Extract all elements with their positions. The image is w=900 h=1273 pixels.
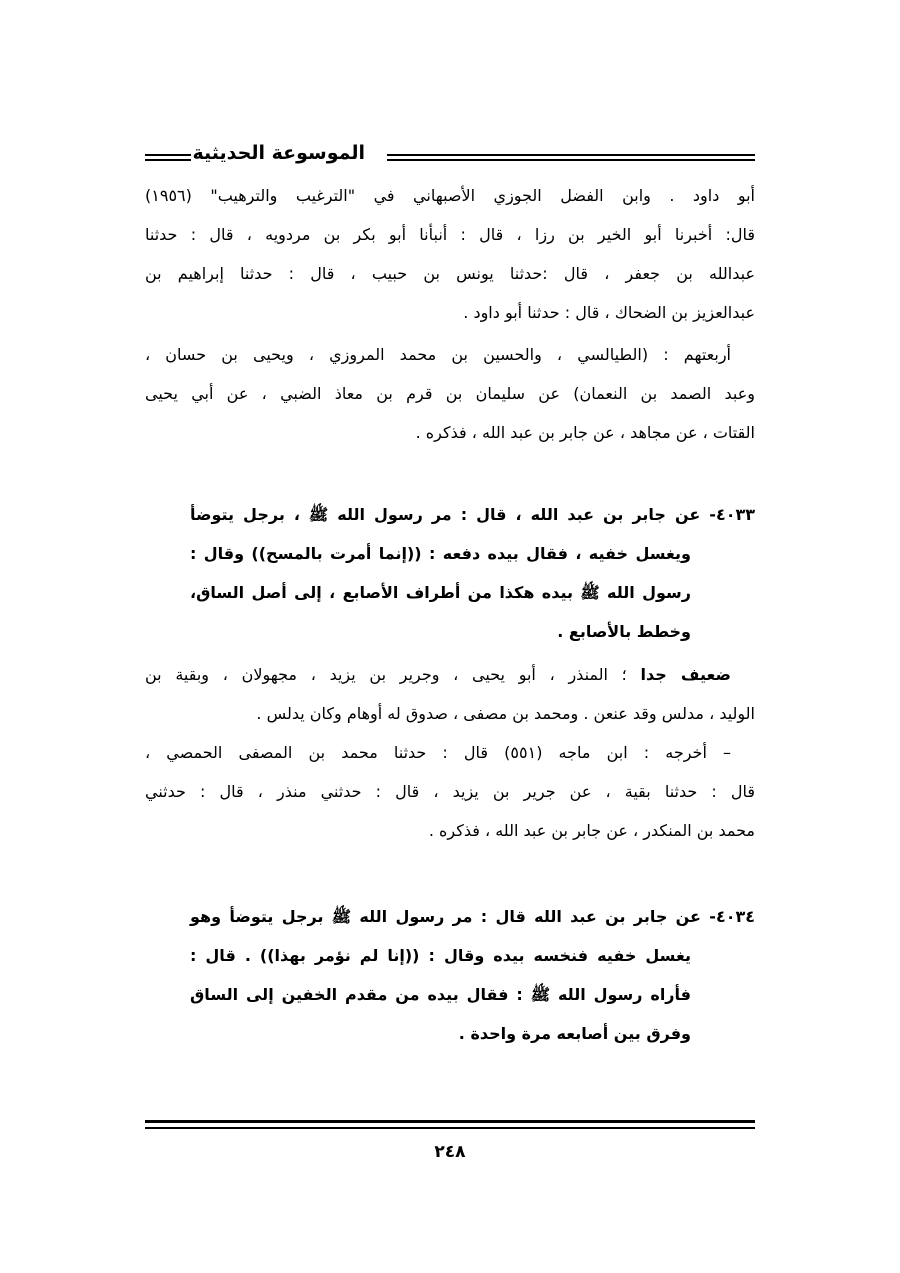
footer-rule <box>145 1120 755 1129</box>
takhrij-paragraph <box>145 733 755 850</box>
hadith-4033 <box>190 495 755 651</box>
text-line: قال: أخبرنا أبو الخير بن رزا ، قال : أنبأنا أبو بكر بن مردويه ، قال : حدثنا <box>145 225 755 244</box>
hadith-4034 <box>190 897 755 1053</box>
grading-text: ؛ المنذر ، أبو يحيى ، وجرير بن يزيد ، مجهولان ، وبقية بن <box>145 665 627 684</box>
grading-label: ضعيف جدا <box>640 665 732 684</box>
grading-line <box>145 655 755 694</box>
header-title: الموسوعة الحديثية <box>192 142 365 164</box>
hadith-text-line: فأراه رسول الله ﷺ : فقال بيده من مقدم الخفين إلى الساق <box>190 985 691 1004</box>
text-line: محمد بن المنكدر ، عن جابر بن عبد الله ، فذكره . <box>428 821 755 840</box>
text-line: عبدالعزيز بن الضحاك ، قال : حدثنا أبو داود . <box>463 303 755 322</box>
text-line: عبدالله بن جعفر ، قال :حدثنا يونس بن حبيب ، قال : حدثنا إبراهيم بن <box>145 264 755 283</box>
hadith-text-line: ٤٠٣٤- عن جابر بن عبد الله قال : مر رسول الله ﷺ برجل يتوضأ وهو <box>190 907 755 926</box>
document-page <box>145 140 755 1200</box>
hadith-text-line: يغسل خفيه فنخسه بيده وقال : ((إنا لم نؤمر بهذا)) . قال : <box>190 946 691 965</box>
hadith-text-line: ٤٠٣٣- عن جابر بن عبد الله ، قال : مر رسول الله ﷺ ، برجل يتوضأ <box>190 505 755 524</box>
hadith-text-line: ويغسل خفيه ، فقال بيده دفعه : ((إنما أمرت بالمسح)) وقال : <box>190 544 691 563</box>
text-line: وعبد الصمد بن النعمان) عن سليمان بن قرم بن معاذ الضبي ، عن أبي يحيى <box>145 384 755 403</box>
hadith-text-line: وفرق بين أصابعه مرة واحدة . <box>458 1024 691 1043</box>
paragraph-sources <box>145 176 755 332</box>
paragraph-chain <box>145 335 755 452</box>
text-line: أبو داود . وابن الفضل الجوزي الأصبهاني في "الترغيب والترهيب" (١٩٥٦) <box>145 186 755 205</box>
page-header <box>145 140 755 180</box>
grading-line: الوليد ، مدلس وقد عنعن . ومحمد بن مصفى ، صدوق له أوهام وكان يدلس . <box>256 704 755 723</box>
grading-paragraph <box>145 655 755 733</box>
text-line: – أخرجه : ابن ماجه (٥٥١) قال : حدثنا محمد بن المصفى الحمصي ، <box>145 743 731 762</box>
hadith-text-line: وخطط بالأصابع . <box>557 622 691 641</box>
page-number: ٢٤٨ <box>434 1142 466 1162</box>
header-rule-right <box>387 154 755 161</box>
header-rule-left <box>145 154 191 161</box>
text-line: القتات ، عن مجاهد ، عن جابر بن عبد الله ، فذكره . <box>415 423 755 442</box>
hadith-text-line: رسول الله ﷺ بيده هكذا من أطراف الأصابع ، إلى أصل الساق، <box>190 583 691 602</box>
text-line: أربعتهم : (الطيالسي ، والحسين بن محمد المروزي ، ويحيى بن حسان ، <box>145 345 731 364</box>
text-line: قال : حدثنا بقية ، عن جرير بن يزيد ، قال : حدثني منذر ، قال : حدثني <box>145 782 755 801</box>
